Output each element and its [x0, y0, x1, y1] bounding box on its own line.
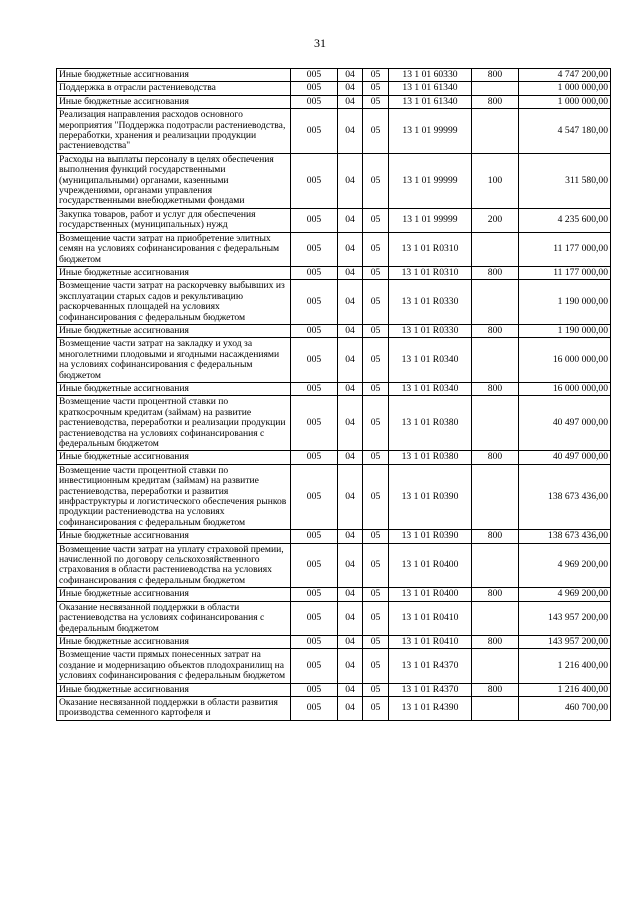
- ministry-code-cell: 005: [291, 266, 338, 279]
- section-code-cell: 04: [338, 451, 363, 464]
- budget-table: [56, 68, 611, 721]
- table-row: [57, 95, 611, 108]
- ministry-code-cell: 005: [291, 530, 338, 543]
- subsection-code-cell: 05: [363, 382, 389, 395]
- amount-cell: 4 969 200,00: [519, 588, 611, 601]
- ministry-code-cell: 005: [291, 683, 338, 696]
- table-row: [57, 382, 611, 395]
- subsection-code-cell: 05: [363, 588, 389, 601]
- expense-name-cell: Иные бюджетные ассигнования: [57, 530, 291, 543]
- target-article-cell: 13 1 01 R4390: [389, 696, 472, 720]
- expense-name-cell: Оказание несвязанной поддержки в области растениеводства на условиях софинансирования с федеральным бюджетом: [57, 601, 291, 635]
- section-code-cell: 04: [338, 396, 363, 451]
- target-article-cell: 13 1 01 R0310: [389, 232, 472, 266]
- subsection-code-cell: 05: [363, 464, 389, 529]
- subsection-code-cell: 05: [363, 208, 389, 232]
- section-code-cell: 04: [338, 266, 363, 279]
- expense-name-cell: Иные бюджетные ассигнования: [57, 266, 291, 279]
- table-row: [57, 696, 611, 720]
- expense-name-cell: Иные бюджетные ассигнования: [57, 451, 291, 464]
- ministry-code-cell: 005: [291, 464, 338, 529]
- table-row: [57, 396, 611, 451]
- target-article-cell: 13 1 01 R4370: [389, 649, 472, 683]
- section-code-cell: 04: [338, 464, 363, 529]
- subsection-code-cell: 05: [363, 696, 389, 720]
- subsection-code-cell: 05: [363, 69, 389, 82]
- expense-type-cell: [472, 543, 519, 588]
- expense-type-cell: [472, 601, 519, 635]
- ministry-code-cell: 005: [291, 208, 338, 232]
- page-number: 31: [314, 36, 326, 50]
- ministry-code-cell: 005: [291, 396, 338, 451]
- expense-type-cell: 800: [472, 683, 519, 696]
- section-code-cell: 04: [338, 338, 363, 383]
- expense-type-cell: 800: [472, 635, 519, 648]
- table-row: [57, 635, 611, 648]
- subsection-code-cell: 05: [363, 396, 389, 451]
- expense-name-cell: Возмещение части затрат на закладку и уход за многолетними плодовыми и ягодными насаждениями на условиях софинансирования с федеральным бюджетом: [57, 338, 291, 383]
- table-row: [57, 338, 611, 383]
- section-code-cell: 04: [338, 382, 363, 395]
- target-article-cell: 13 1 01 61340: [389, 82, 472, 95]
- target-article-cell: 13 1 01 R0390: [389, 464, 472, 529]
- table-row: [57, 69, 611, 82]
- table-row: [57, 530, 611, 543]
- expense-type-cell: [472, 649, 519, 683]
- target-article-cell: 13 1 01 R0380: [389, 451, 472, 464]
- amount-cell: 40 497 000,00: [519, 396, 611, 451]
- ministry-code-cell: 005: [291, 649, 338, 683]
- section-code-cell: 04: [338, 530, 363, 543]
- target-article-cell: 13 1 01 60330: [389, 69, 472, 82]
- section-code-cell: 04: [338, 635, 363, 648]
- subsection-code-cell: 05: [363, 635, 389, 648]
- expense-name-cell: Возмещение части процентной ставки по инвестиционным кредитам (займам) на развитие растениеводства, переработки и развития инфраструктуры и логистического обеспечения рынков продукции растениеводства на условиях софинансирования с федеральным бюджетом: [57, 464, 291, 529]
- ministry-code-cell: 005: [291, 696, 338, 720]
- expense-type-cell: [472, 280, 519, 325]
- subsection-code-cell: 05: [363, 683, 389, 696]
- section-code-cell: 04: [338, 208, 363, 232]
- section-code-cell: 04: [338, 95, 363, 108]
- target-article-cell: 13 1 01 99999: [389, 109, 472, 154]
- expense-type-cell: 800: [472, 266, 519, 279]
- table-row: [57, 280, 611, 325]
- expense-name-cell: Иные бюджетные ассигнования: [57, 588, 291, 601]
- expense-type-cell: [472, 696, 519, 720]
- expense-name-cell: Иные бюджетные ассигнования: [57, 95, 291, 108]
- subsection-code-cell: 05: [363, 324, 389, 337]
- ministry-code-cell: 005: [291, 338, 338, 383]
- table-row: [57, 208, 611, 232]
- target-article-cell: 13 1 01 R0400: [389, 543, 472, 588]
- subsection-code-cell: 05: [363, 543, 389, 588]
- amount-cell: 1 216 400,00: [519, 683, 611, 696]
- table-row: [57, 683, 611, 696]
- amount-cell: 4 969 200,00: [519, 543, 611, 588]
- expense-name-cell: Реализация направления расходов основного мероприятия "Поддержка подотрасли растениеводства, переработки, хранения и реализации продукции растениеводства": [57, 109, 291, 154]
- subsection-code-cell: 05: [363, 601, 389, 635]
- ministry-code-cell: 005: [291, 451, 338, 464]
- ministry-code-cell: 005: [291, 588, 338, 601]
- expense-type-cell: [472, 109, 519, 154]
- section-code-cell: 04: [338, 280, 363, 325]
- section-code-cell: 04: [338, 109, 363, 154]
- amount-cell: 1 000 000,00: [519, 82, 611, 95]
- amount-cell: 1 216 400,00: [519, 649, 611, 683]
- table-row: [57, 649, 611, 683]
- amount-cell: 11 177 000,00: [519, 266, 611, 279]
- target-article-cell: 13 1 01 61340: [389, 95, 472, 108]
- expense-type-cell: [472, 464, 519, 529]
- amount-cell: 11 177 000,00: [519, 232, 611, 266]
- expense-type-cell: 800: [472, 382, 519, 395]
- expense-name-cell: Оказание несвязанной поддержки в области развития производства семенного картофеля и: [57, 696, 291, 720]
- ministry-code-cell: 005: [291, 82, 338, 95]
- subsection-code-cell: 05: [363, 649, 389, 683]
- expense-name-cell: Возмещение части затрат на уплату страховой премии, начисленной по договору сельскохозяйственного страхования в области растениеводства на условиях софинансирования с федеральным бюджетом: [57, 543, 291, 588]
- expense-type-cell: [472, 82, 519, 95]
- subsection-code-cell: 05: [363, 153, 389, 208]
- section-code-cell: 04: [338, 696, 363, 720]
- subsection-code-cell: 05: [363, 266, 389, 279]
- ministry-code-cell: 005: [291, 382, 338, 395]
- table-row: [57, 464, 611, 529]
- table-row: [57, 153, 611, 208]
- table-row: [57, 266, 611, 279]
- table-row: [57, 232, 611, 266]
- section-code-cell: 04: [338, 683, 363, 696]
- subsection-code-cell: 05: [363, 338, 389, 383]
- ministry-code-cell: 005: [291, 324, 338, 337]
- amount-cell: 460 700,00: [519, 696, 611, 720]
- expense-name-cell: Иные бюджетные ассигнования: [57, 324, 291, 337]
- subsection-code-cell: 05: [363, 280, 389, 325]
- amount-cell: 143 957 200,00: [519, 635, 611, 648]
- expense-type-cell: [472, 338, 519, 383]
- target-article-cell: 13 1 01 R0330: [389, 324, 472, 337]
- table-row: [57, 588, 611, 601]
- amount-cell: 1 190 000,00: [519, 280, 611, 325]
- section-code-cell: 04: [338, 82, 363, 95]
- amount-cell: 4 747 200,00: [519, 69, 611, 82]
- expense-type-cell: 200: [472, 208, 519, 232]
- subsection-code-cell: 05: [363, 95, 389, 108]
- expense-name-cell: Расходы на выплаты персоналу в целях обеспечения выполнения функций государственными (муниципальными) органами, казенными учреждениями, органами управления государственными внебюджетными фондами: [57, 153, 291, 208]
- subsection-code-cell: 05: [363, 232, 389, 266]
- expense-name-cell: Иные бюджетные ассигнования: [57, 683, 291, 696]
- target-article-cell: 13 1 01 R0390: [389, 530, 472, 543]
- ministry-code-cell: 005: [291, 232, 338, 266]
- table-row: [57, 451, 611, 464]
- amount-cell: 143 957 200,00: [519, 601, 611, 635]
- target-article-cell: 13 1 01 R0410: [389, 601, 472, 635]
- table-row: [57, 82, 611, 95]
- expense-name-cell: Иные бюджетные ассигнования: [57, 69, 291, 82]
- expense-name-cell: Закупка товаров, работ и услуг для обеспечения государственных (муниципальных) нужд: [57, 208, 291, 232]
- amount-cell: 4 547 180,00: [519, 109, 611, 154]
- amount-cell: 16 000 000,00: [519, 382, 611, 395]
- expense-type-cell: 100: [472, 153, 519, 208]
- expense-type-cell: 800: [472, 69, 519, 82]
- amount-cell: 138 673 436,00: [519, 530, 611, 543]
- subsection-code-cell: 05: [363, 109, 389, 154]
- amount-cell: 138 673 436,00: [519, 464, 611, 529]
- budget-table-body: [57, 69, 611, 721]
- amount-cell: 1 000 000,00: [519, 95, 611, 108]
- section-code-cell: 04: [338, 324, 363, 337]
- ministry-code-cell: 005: [291, 601, 338, 635]
- expense-name-cell: Иные бюджетные ассигнования: [57, 635, 291, 648]
- target-article-cell: 13 1 01 99999: [389, 153, 472, 208]
- target-article-cell: 13 1 01 99999: [389, 208, 472, 232]
- section-code-cell: 04: [338, 153, 363, 208]
- section-code-cell: 04: [338, 588, 363, 601]
- amount-cell: 311 580,00: [519, 153, 611, 208]
- target-article-cell: 13 1 01 R0340: [389, 338, 472, 383]
- amount-cell: 16 000 000,00: [519, 338, 611, 383]
- section-code-cell: 04: [338, 601, 363, 635]
- expense-type-cell: [472, 396, 519, 451]
- expense-type-cell: 800: [472, 324, 519, 337]
- expense-name-cell: Возмещение части процентной ставки по краткосрочным кредитам (займам) на развитие растениеводства, переработки и реализации продукции растениеводства на условиях софинансирования с федеральным бюджетом: [57, 396, 291, 451]
- amount-cell: 40 497 000,00: [519, 451, 611, 464]
- ministry-code-cell: 005: [291, 153, 338, 208]
- subsection-code-cell: 05: [363, 451, 389, 464]
- expense-name-cell: Поддержка в отрасли растениеводства: [57, 82, 291, 95]
- expense-type-cell: 800: [472, 588, 519, 601]
- table-row: [57, 601, 611, 635]
- target-article-cell: 13 1 01 R0330: [389, 280, 472, 325]
- table-row: [57, 109, 611, 154]
- expense-name-cell: Иные бюджетные ассигнования: [57, 382, 291, 395]
- ministry-code-cell: 005: [291, 635, 338, 648]
- target-article-cell: 13 1 01 R0400: [389, 588, 472, 601]
- amount-cell: 1 190 000,00: [519, 324, 611, 337]
- ministry-code-cell: 005: [291, 543, 338, 588]
- target-article-cell: 13 1 01 R4370: [389, 683, 472, 696]
- ministry-code-cell: 005: [291, 95, 338, 108]
- section-code-cell: 04: [338, 69, 363, 82]
- target-article-cell: 13 1 01 R0310: [389, 266, 472, 279]
- section-code-cell: 04: [338, 232, 363, 266]
- section-code-cell: 04: [338, 649, 363, 683]
- expense-type-cell: [472, 232, 519, 266]
- subsection-code-cell: 05: [363, 530, 389, 543]
- target-article-cell: 13 1 01 R0380: [389, 396, 472, 451]
- expense-name-cell: Возмещение части прямых понесенных затрат на создание и модернизацию объектов плодохранилищ на условиях софинансирования с федеральным бюджетом: [57, 649, 291, 683]
- expense-name-cell: Возмещение части затрат на приобретение элитных семян на условиях софинансирования с федеральным бюджетом: [57, 232, 291, 266]
- section-code-cell: 04: [338, 543, 363, 588]
- amount-cell: 4 235 600,00: [519, 208, 611, 232]
- ministry-code-cell: 005: [291, 109, 338, 154]
- target-article-cell: 13 1 01 R0410: [389, 635, 472, 648]
- table-row: [57, 324, 611, 337]
- ministry-code-cell: 005: [291, 69, 338, 82]
- table-row: [57, 543, 611, 588]
- expense-name-cell: Возмещение части затрат на раскорчевку выбывших из эксплуатации старых садов и рекультивацию раскорчеванных площадей на условиях софинансирования с федеральным бюджетом: [57, 280, 291, 325]
- expense-type-cell: 800: [472, 530, 519, 543]
- expense-type-cell: 800: [472, 95, 519, 108]
- expense-type-cell: 800: [472, 451, 519, 464]
- target-article-cell: 13 1 01 R0340: [389, 382, 472, 395]
- ministry-code-cell: 005: [291, 280, 338, 325]
- subsection-code-cell: 05: [363, 82, 389, 95]
